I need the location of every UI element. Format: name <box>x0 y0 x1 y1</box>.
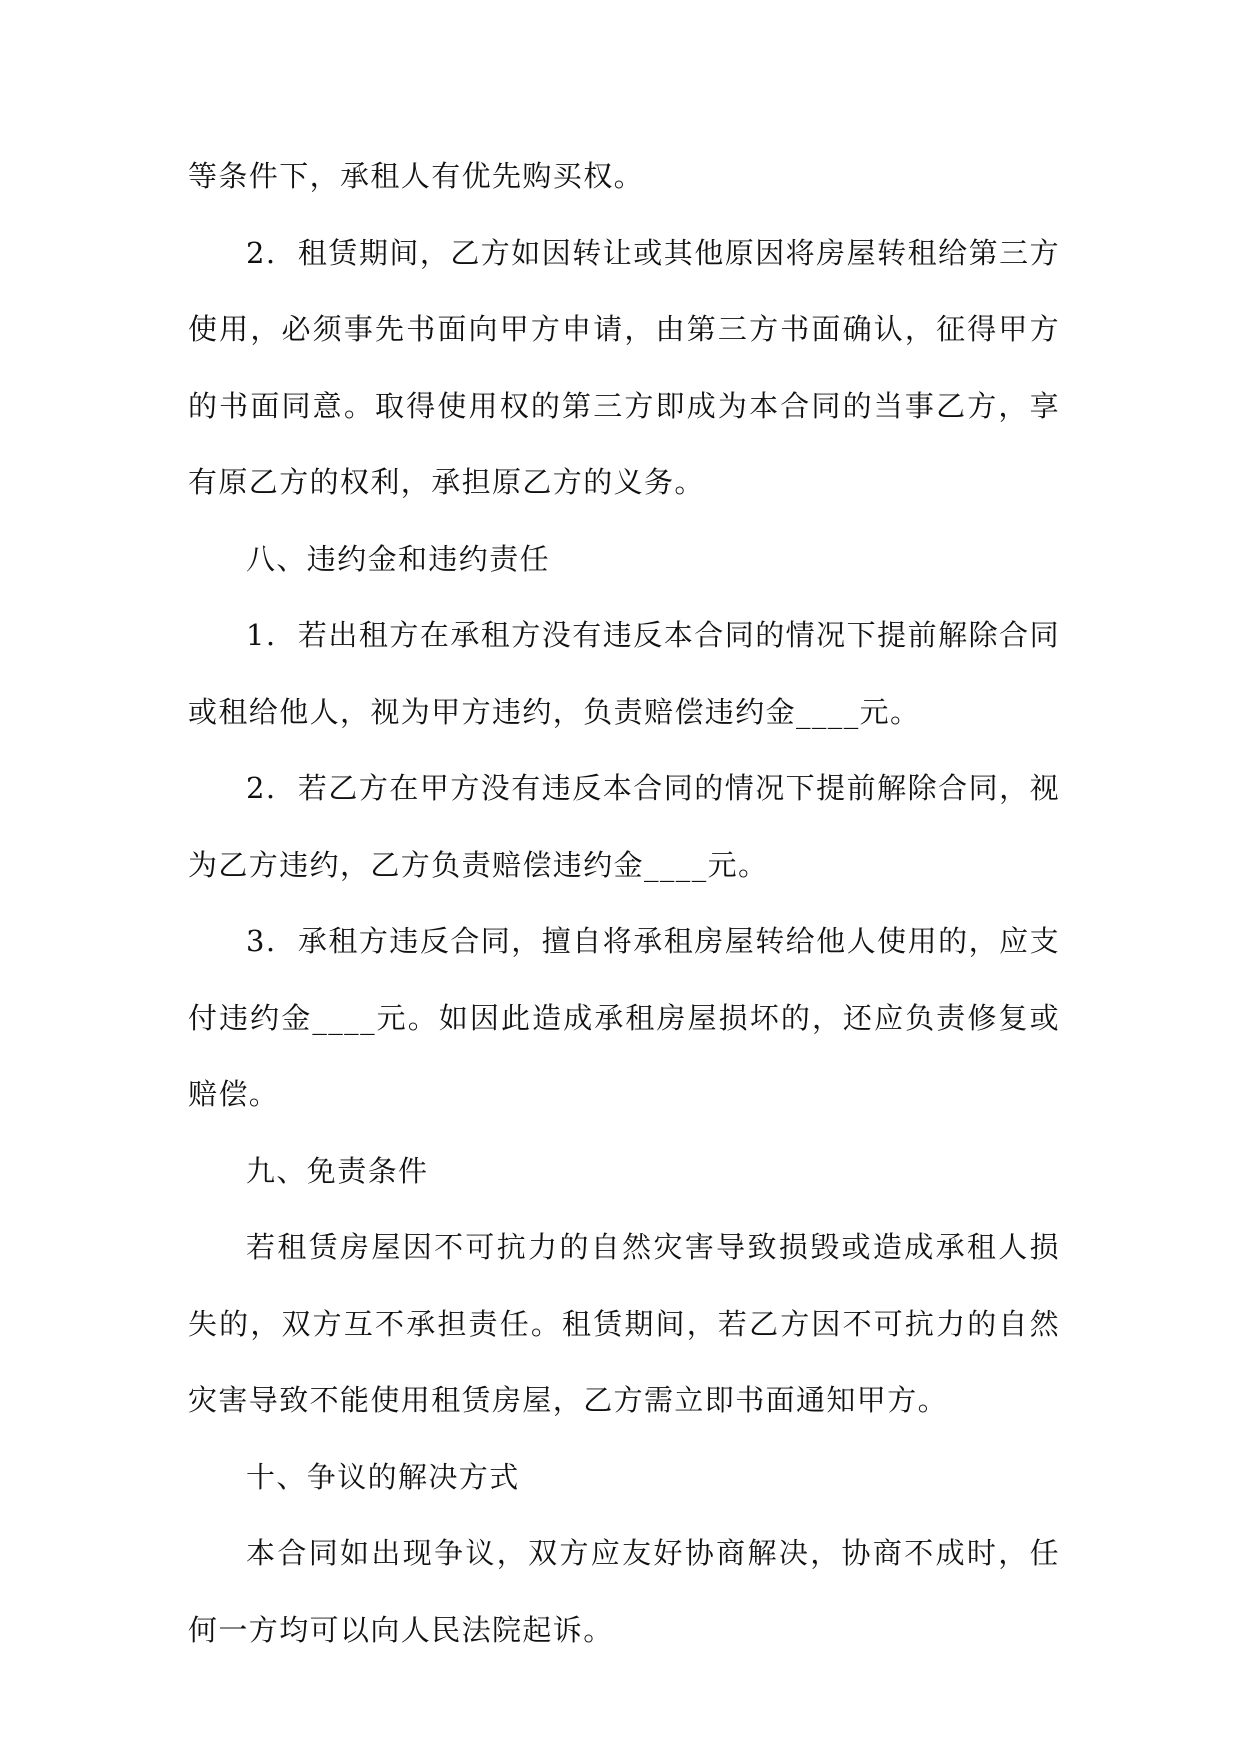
paragraph-breach-lessor: 1. 若出租方在承租方没有违反本合同的情况下提前解除合同或租给他人，视为甲方违约，负责赔偿违约金____元。 <box>188 618 1060 729</box>
section-heading-breach: 八、违约金和违约责任 <box>246 541 551 576</box>
section-heading-exemption: 九、免责条件 <box>246 1153 429 1188</box>
section-heading-dispute: 十、争议的解决方式 <box>246 1459 520 1494</box>
paragraph-breach-lessee: 2. 若乙方在甲方没有违反本合同的情况下提前解除合同，视为乙方违约，乙方负责赔偿违约金____元。 <box>188 771 1060 882</box>
paragraph-dispute-resolution: 本合同如出现争议，双方应友好协商解决，协商不成时，任何一方均可以向人民法院起诉。 <box>188 1536 1060 1647</box>
paragraph-force-majeure: 若租赁房屋因不可抗力的自然灾害导致损毁或造成承租人损失的，双方互不承担责任。租赁期间，若乙方因不可抗力的自然灾害导致不能使用租赁房屋，乙方需立即书面通知甲方。 <box>188 1230 1060 1417</box>
paragraph-breach-sublet: 3. 承租方违反合同，擅自将承租房屋转给他人使用的，应支付违约金____元。如因此造成承租房屋损坏的，还应负责修复或赔偿。 <box>188 924 1060 1111</box>
paragraph-sublease-clause: 2. 租赁期间，乙方如因转让或其他原因将房屋转租给第三方使用，必须事先书面向甲方申请，由第三方书面确认，征得甲方的书面同意。取得使用权的第三方即成为本合同的当事乙方，享有原乙方的权利，承担原乙方的义务。 <box>188 235 1060 499</box>
contract-body <box>188 138 1060 1668</box>
paragraph-preemptive-right: 等条件下，承租人有优先购买权。 <box>188 159 645 193</box>
